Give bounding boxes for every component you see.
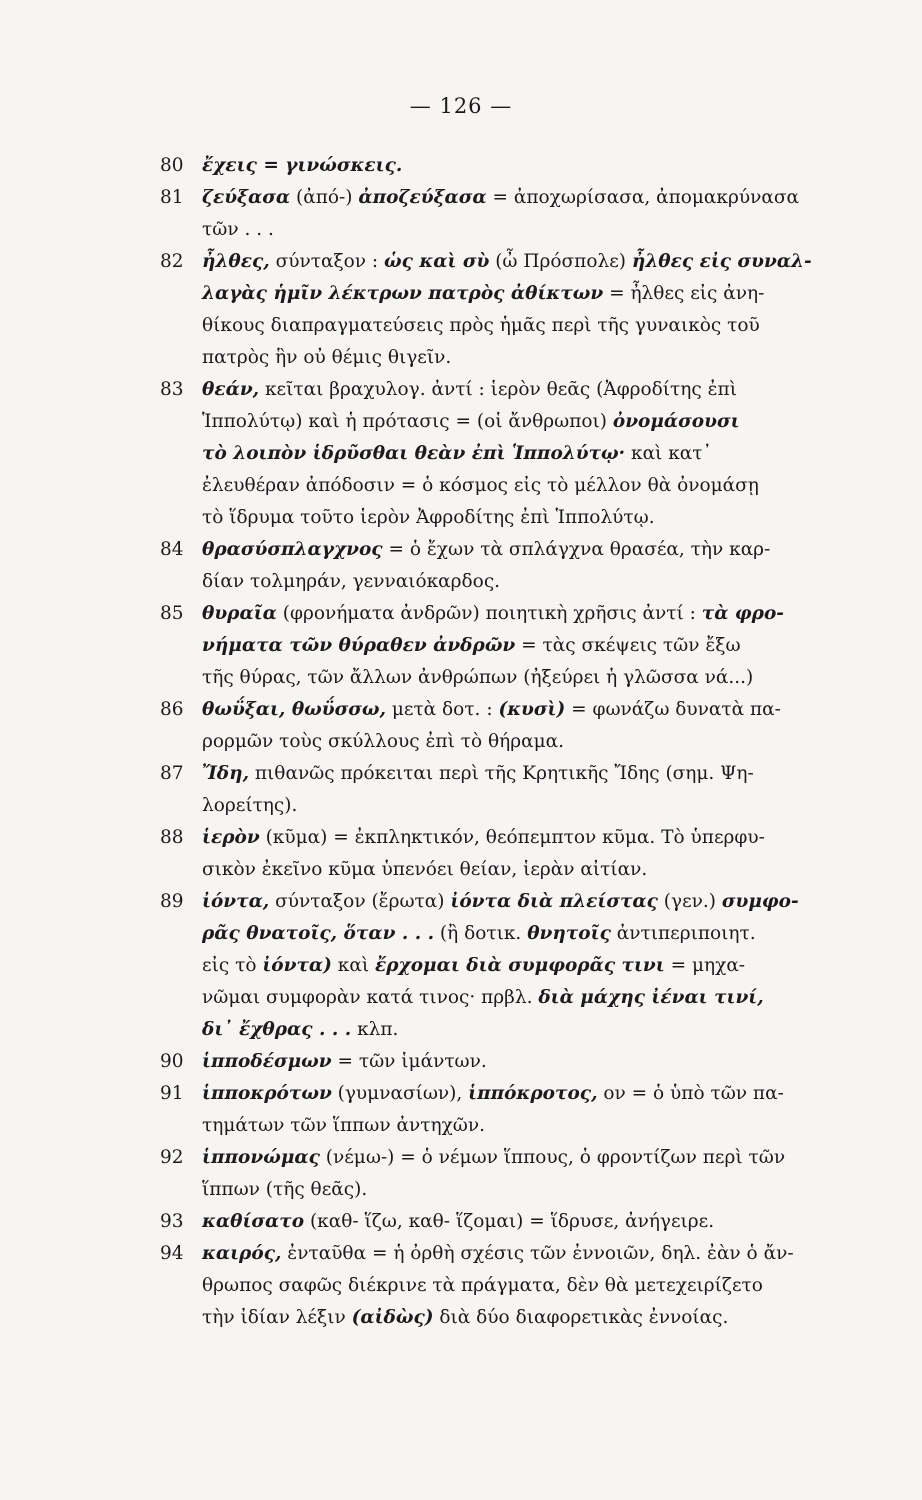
entry-line bbox=[202, 726, 890, 758]
gloss-text: = τῶν ἱμάντων. bbox=[331, 1051, 487, 1072]
headword: καιρός, bbox=[202, 1243, 282, 1264]
gloss-text: εἰς τὸ bbox=[202, 955, 263, 976]
glossary-entry bbox=[160, 694, 890, 758]
gloss-text: ἐλευθέραν ἀπόδοσιν = ὁ κόσμος εἰς τὸ μέλλον θὰ ὀνομάσῃ bbox=[202, 475, 759, 496]
headword: θυραῖα bbox=[202, 603, 277, 624]
entry-number: 87 bbox=[160, 763, 184, 784]
gloss-text: τημάτων τῶν ἵππων ἀντηχῶν. bbox=[202, 1115, 485, 1136]
headword: ἀποζεύξασα bbox=[358, 187, 487, 208]
entry-line bbox=[202, 790, 890, 822]
gloss-text: κλπ. bbox=[351, 1019, 399, 1040]
headword: ὡς καὶ σὺ bbox=[384, 251, 490, 272]
headword: (αἰδὼς) bbox=[351, 1307, 434, 1328]
entry-line bbox=[202, 182, 890, 214]
gloss-text: καὶ bbox=[331, 955, 375, 976]
entry-number: 91 bbox=[160, 1083, 184, 1104]
entry-number: 82 bbox=[160, 251, 184, 272]
gloss-text: ἐνταῦθα = ἡ ὀρθὴ σχέσις τῶν ἐννοιῶν, δηλ. ἐὰν ὁ ἄν- bbox=[281, 1243, 794, 1264]
gloss-text: ἵππων (τῆς θεᾶς). bbox=[202, 1179, 368, 1200]
entry-line bbox=[202, 278, 890, 310]
gloss-text: σύνταξον : bbox=[269, 251, 385, 272]
gloss-text: ἀντιπεριποιητ. bbox=[610, 923, 756, 944]
entry-line bbox=[202, 598, 890, 630]
gloss-text: μετὰ δοτ. : bbox=[385, 699, 499, 720]
glossary-entry bbox=[160, 374, 890, 534]
entry-number: 90 bbox=[160, 1051, 184, 1072]
glossary-entry bbox=[160, 758, 890, 822]
entry-line bbox=[202, 1078, 890, 1110]
entry-line bbox=[202, 1206, 890, 1238]
headword: τὰ φρο- bbox=[701, 603, 784, 624]
headword: ἦλθες εἰς συναλ- bbox=[631, 251, 812, 272]
gloss-text: δίαν τολμηράν, γενναιόκαρδος. bbox=[202, 571, 501, 592]
headword: νήματα τῶν θύραθεν ἀνδρῶν bbox=[202, 635, 516, 656]
gloss-text: (ὦ Πρόσπολε) bbox=[489, 251, 632, 272]
glossary-entry bbox=[160, 822, 890, 886]
entry-line bbox=[202, 150, 890, 182]
gloss-text: θρωπος σαφῶς διέκρινε τὰ πράγματα, δὲν θὰ μετεχειρίζετο bbox=[202, 1275, 763, 1296]
entry-number: 94 bbox=[160, 1243, 184, 1264]
glossary-entry bbox=[160, 1206, 890, 1238]
entry-number: 92 bbox=[160, 1147, 184, 1168]
gloss-text: = μηχα- bbox=[664, 955, 746, 976]
headword: ἱππονώμας bbox=[202, 1147, 320, 1168]
headword: ἔρχομαι διὰ συμφορᾶς τινι bbox=[375, 955, 665, 976]
gloss-text: σύνταξον (ἔρωτα) bbox=[269, 891, 451, 912]
glossary-entry bbox=[160, 886, 890, 1046]
entry-number: 83 bbox=[160, 379, 184, 400]
entry-number: 84 bbox=[160, 539, 184, 560]
gloss-text: = ἀποχωρίσασα, ἀπομακρύνασα bbox=[486, 187, 799, 208]
gloss-text: (νέμω-) = ὁ νέμων ἵππους, ὁ φροντίζων περὶ τῶν bbox=[319, 1147, 786, 1168]
headword: ἦλθες, bbox=[202, 251, 270, 272]
gloss-text: = ἦλθες εἰς ἀνη- bbox=[603, 283, 765, 304]
entry-line bbox=[202, 1142, 890, 1174]
gloss-text: διὰ δύο διαφορετικὰς ἐννοίας. bbox=[433, 1307, 729, 1328]
glossary-entries bbox=[160, 150, 890, 1334]
glossary-entry bbox=[160, 534, 890, 598]
gloss-text: νῶμαι συμφορὰν κατά τινος· πρβλ. bbox=[202, 987, 539, 1008]
gloss-text: καὶ κατ᾽ bbox=[625, 443, 712, 464]
gloss-text: κεῖται βραχυλογ. ἀντί : ἱερὸν θεᾶς (Ἀφροδίτης ἐπὶ bbox=[259, 379, 737, 400]
entry-line bbox=[202, 438, 890, 470]
entry-line bbox=[202, 470, 890, 502]
entry-line bbox=[202, 214, 890, 246]
gloss-text: πατρὸς ἣν οὐ θέμις θιγεῖν. bbox=[202, 347, 452, 368]
glossary-entry bbox=[160, 1142, 890, 1206]
glossary-entry bbox=[160, 1238, 890, 1334]
entry-number: 88 bbox=[160, 827, 184, 848]
gloss-text: τὸ ἵδρυμα τοῦτο ἱερὸν Ἀφροδίτης ἐπὶ Ἱππολύτῳ. bbox=[202, 507, 655, 528]
headword: ἰόντα διὰ πλείστας bbox=[450, 891, 658, 912]
headword: Ἴδη, bbox=[202, 763, 250, 784]
entry-line bbox=[202, 950, 890, 982]
entry-number: 86 bbox=[160, 699, 184, 720]
headword: συμφο- bbox=[721, 891, 799, 912]
entry-line bbox=[202, 1014, 890, 1046]
entry-line bbox=[202, 854, 890, 886]
headword: θωΰξαι, θωΰσσω, bbox=[202, 699, 386, 720]
entry-line bbox=[202, 1302, 890, 1334]
headword: ἱερὸν bbox=[202, 827, 260, 848]
gloss-text: τῶν . . . bbox=[202, 219, 274, 240]
entry-line bbox=[202, 694, 890, 726]
gloss-text: τῆς θύρας, τῶν ἄλλων ἀνθρώπων (ἠξεύρει ἡ γλῶσσα νά...) bbox=[202, 667, 754, 688]
gloss-text: σικὸν ἐκεῖνο κῦμα ὑπενόει θείαν, ἱερὰν αἰτίαν. bbox=[202, 859, 648, 880]
headword: ἔχεις = γινώσκεις. bbox=[202, 155, 403, 176]
headword: θνητοῖς bbox=[527, 923, 611, 944]
headword: ἱπποδέσμων bbox=[202, 1051, 332, 1072]
headword: ἰόντα, bbox=[202, 891, 270, 912]
headword: ρᾶς θνατοῖς, ὅταν . . . bbox=[202, 923, 435, 944]
entry-line bbox=[202, 918, 890, 950]
glossary-entry bbox=[160, 598, 890, 694]
headword: ὀνομάσουσι bbox=[612, 411, 740, 432]
entry-line bbox=[202, 374, 890, 406]
entry-line bbox=[202, 1174, 890, 1206]
entry-line bbox=[202, 342, 890, 374]
headword: ἱππόκροτος, bbox=[468, 1083, 598, 1104]
headword: δι᾽ ἔχθρας . . . bbox=[202, 1019, 352, 1040]
glossary-entry bbox=[160, 1078, 890, 1142]
gloss-text: (γεν.) bbox=[657, 891, 722, 912]
headword: διὰ μάχης ἰέναι τινί, bbox=[538, 987, 764, 1008]
glossary-entry bbox=[160, 150, 890, 182]
entry-line bbox=[202, 534, 890, 566]
entry-line bbox=[202, 630, 890, 662]
headword: λαγὰς ἡμῖν λέκτρων πατρὸς ἀθίκτων bbox=[202, 283, 604, 304]
gloss-text: (ἢ δοτικ. bbox=[434, 923, 528, 944]
gloss-text: (ἀπό-) bbox=[290, 187, 359, 208]
gloss-text: = ὁ ἔχων τὰ σπλάγχνα θρασέα, τὴν καρ- bbox=[382, 539, 771, 560]
entry-line bbox=[202, 1238, 890, 1270]
gloss-text: = φωνάζω δυνατὰ πα- bbox=[565, 699, 781, 720]
entry-line bbox=[202, 758, 890, 790]
gloss-text: (καθ- ἵζω, καθ- ἵζομαι) = ἵδρυσε, ἀνήγειρε. bbox=[304, 1211, 715, 1232]
headword: θρασύσπλαγχνος bbox=[202, 539, 383, 560]
entry-number: 85 bbox=[160, 603, 184, 624]
entry-number: 89 bbox=[160, 891, 184, 912]
entry-number: 80 bbox=[160, 155, 184, 176]
headword: τὸ λοιπὸν ἱδρῦσθαι θεὰν ἐπὶ Ἱππολύτῳ· bbox=[202, 443, 626, 464]
entry-line bbox=[202, 246, 890, 278]
gloss-text: πιθανῶς πρόκειται περὶ τῆς Κρητικῆς Ἴδης (σημ. Ψη- bbox=[249, 763, 754, 784]
entry-line bbox=[202, 566, 890, 598]
headword: ἱπποκρότων bbox=[202, 1083, 332, 1104]
entry-line bbox=[202, 1046, 890, 1078]
page-number: — 126 — bbox=[409, 94, 513, 118]
glossary-entry bbox=[160, 182, 890, 246]
entry-line bbox=[202, 310, 890, 342]
gloss-text: θίκους διαπραγματεύσεις πρὸς ἡμᾶς περὶ τῆς γυναικὸς τοῦ bbox=[202, 315, 760, 336]
headword: καθίσατο bbox=[202, 1211, 305, 1232]
gloss-text: = τὰς σκέψεις τῶν ἔξω bbox=[515, 635, 741, 656]
gloss-text: ρορμῶν τοὺς σκύλλους ἐπὶ τὸ θήραμα. bbox=[202, 731, 564, 752]
entry-line bbox=[202, 662, 890, 694]
glossary-entry bbox=[160, 1046, 890, 1078]
gloss-text: (κῦμα) = ἐκπληκτικόν, θεόπεμπτον κῦμα. Τὸ ὑπερφυ- bbox=[259, 827, 765, 848]
entry-line bbox=[202, 1270, 890, 1302]
gloss-text: λορείτης). bbox=[202, 795, 298, 816]
entry-number: 81 bbox=[160, 187, 184, 208]
entry-line bbox=[202, 982, 890, 1014]
entry-line bbox=[202, 1110, 890, 1142]
headword: θεάν, bbox=[202, 379, 260, 400]
glossary-entry bbox=[160, 246, 890, 374]
entry-line bbox=[202, 886, 890, 918]
entry-line bbox=[202, 502, 890, 534]
entry-line bbox=[202, 822, 890, 854]
gloss-text: (φρονήματα ἀνδρῶν) ποιητικὴ χρῆσις ἀντί : bbox=[276, 603, 702, 624]
gloss-text: ον = ὁ ὑπὸ τῶν πα- bbox=[597, 1083, 784, 1104]
gloss-text: τὴν ἰδίαν λέξιν bbox=[202, 1307, 352, 1328]
headword: ζεύξασα bbox=[202, 187, 291, 208]
gloss-text: (γυμνασίων), bbox=[331, 1083, 469, 1104]
gloss-text: Ἱππολύτῳ) καὶ ἡ πρότασις = (οἱ ἄνθρωποι) bbox=[202, 411, 613, 432]
entry-number: 93 bbox=[160, 1211, 184, 1232]
headword: (κυσὶ) bbox=[498, 699, 566, 720]
entry-line bbox=[202, 406, 890, 438]
headword: ἰόντα) bbox=[262, 955, 332, 976]
